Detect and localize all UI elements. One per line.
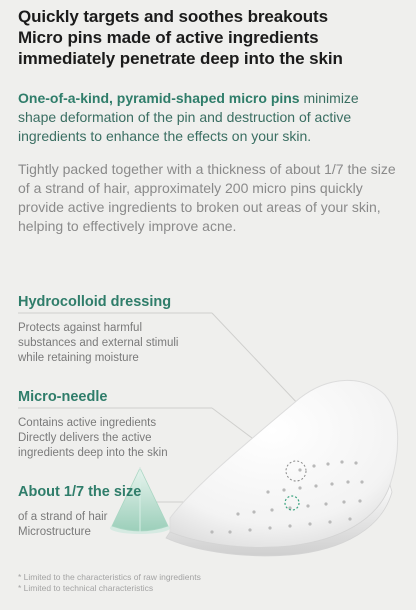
- pyramid-pin-icon: [110, 468, 170, 534]
- desc-line: Directly delivers the active: [18, 432, 152, 444]
- leader-line-hydrocolloid-diag: [212, 313, 300, 406]
- desc-line: Contains active ingredients: [18, 417, 157, 429]
- intro-rest: minimize shape deformation of the pin and destruction of active ingredients to enhance the effects on your skin.: [18, 90, 359, 144]
- section-desc-size: [18, 510, 108, 540]
- section-title-hydrocolloid: Hydrocolloid dressing: [18, 294, 172, 310]
- headline-line-1: Quickly targets and soothes breakouts: [18, 7, 328, 26]
- desc-line: substances and external stimuli: [18, 337, 179, 349]
- desc-line: of a strand of hair: [18, 511, 108, 523]
- intro-paragraph: [18, 89, 398, 146]
- headline: [18, 6, 408, 69]
- section-desc-hydrocolloid: [18, 321, 178, 366]
- body-paragraph: Tightly packed together with a thickness of about 1/7 the size of a strand of hair, approximately 200 micro pins quickly provide active ingredients to broken out areas of your skin, helping to effectively improve acne.: [18, 161, 396, 234]
- desc-line: ingredients deep into the skin: [18, 447, 168, 459]
- section-title-size: About 1/7 the size: [18, 484, 142, 500]
- section-desc-microneedle: [18, 416, 168, 461]
- intro-highlight: One-of-a-kind, pyramid-shaped micro pins: [18, 90, 300, 106]
- desc-line: Protects against harmful: [18, 322, 143, 334]
- desc-line: Microstructure: [18, 526, 91, 538]
- footnote: * Limited to technical characteristics: [18, 583, 154, 593]
- headline-line-3: immediately penetrate deep into the skin: [18, 49, 343, 68]
- headline-line-2: Micro pins made of active ingredients: [18, 28, 319, 47]
- footnote: * Limited to the characteristics of raw ingredients: [18, 572, 201, 582]
- desc-line: while retaining moisture: [18, 352, 139, 364]
- footnotes: [18, 572, 201, 594]
- section-title-microneedle: Micro-needle: [18, 389, 108, 405]
